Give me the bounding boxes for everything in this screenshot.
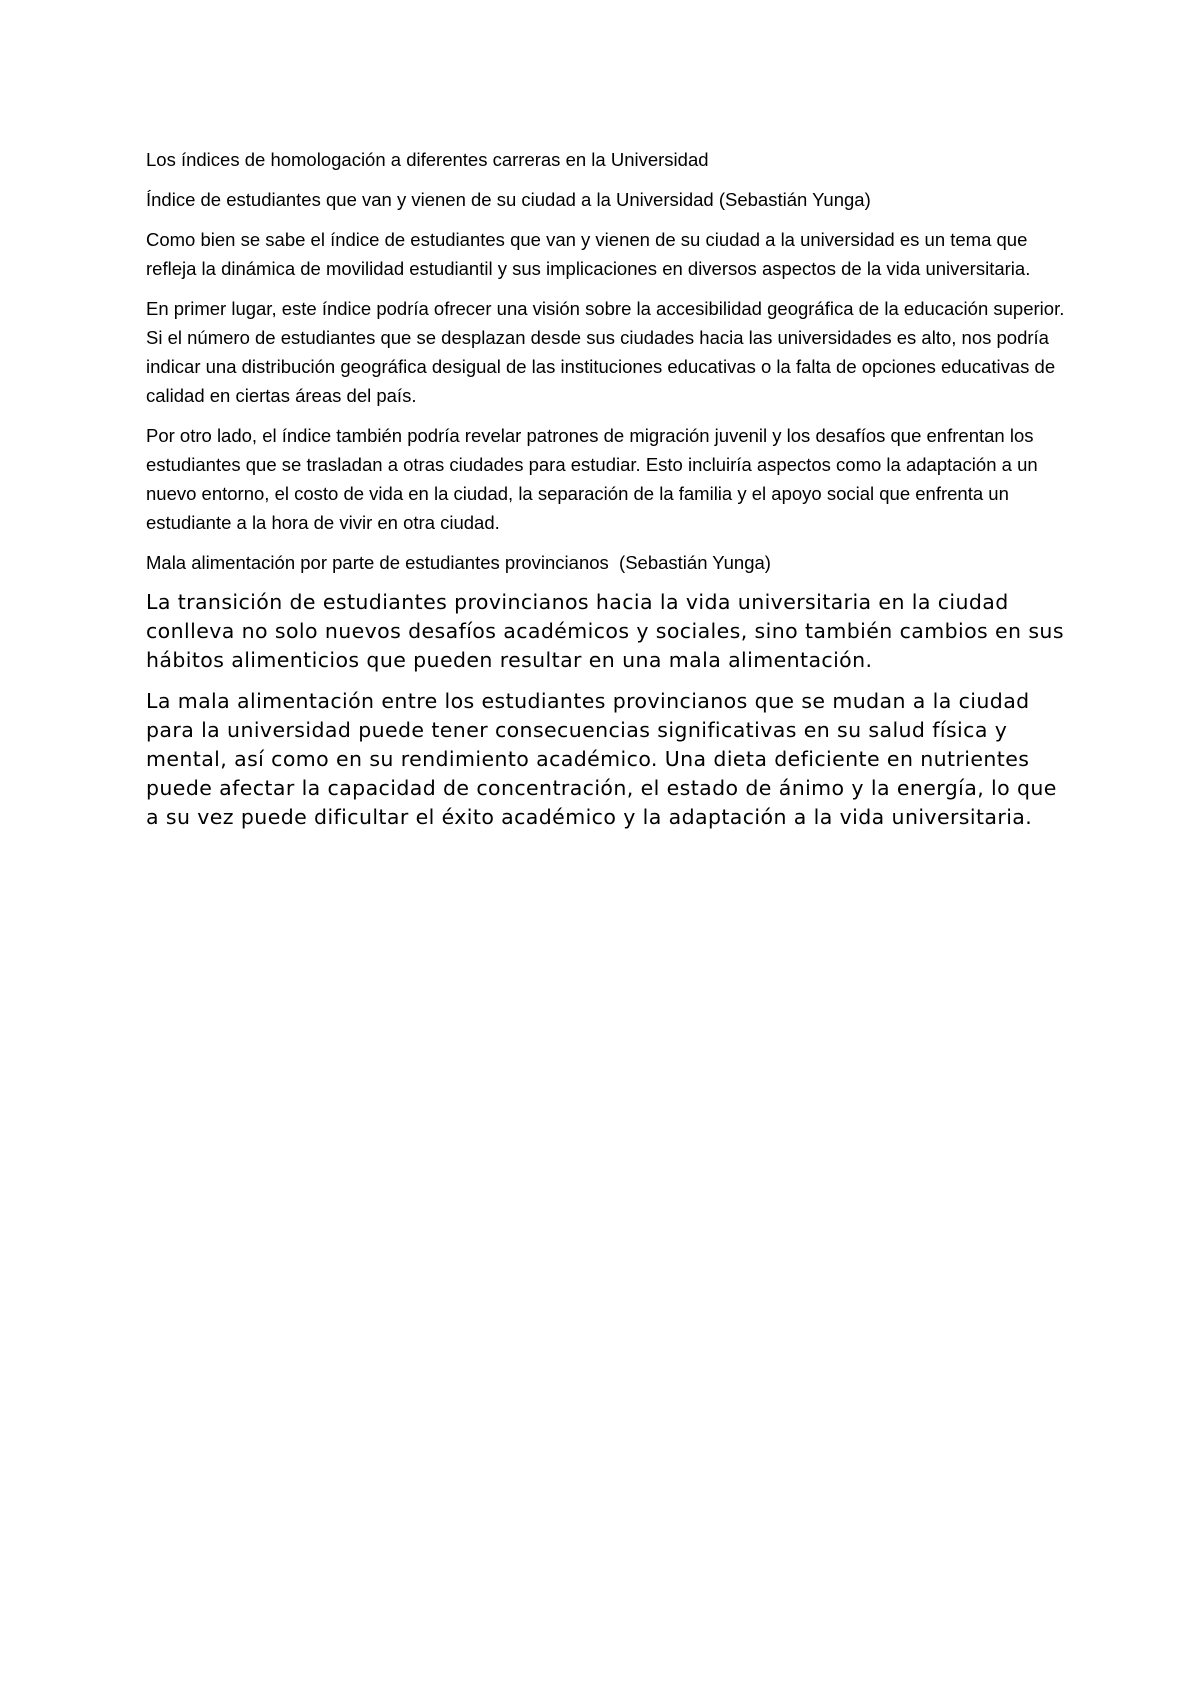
paragraph-commute-intro: Como bien se sabe el índice de estudiantes que van y vienen de su ciudad a la universidad es un tema que refleja la dinámica de movilidad estudiantil y sus implicaciones en diversos aspectos de la vida universitaria. xyxy=(146,229,1031,279)
paragraph-nutrition-transition: La transición de estudiantes provincianos hacia la vida universitaria en la ciudad conlleva no solo nuevos desafíos académicos y sociales, sino también cambios en sus hábitos alimenticios que pueden resultar en una mala alimentación. xyxy=(146,590,1064,672)
document-title: Los índices de homologación a diferentes carreras en la Universidad xyxy=(146,149,709,170)
section-heading-poor-nutrition: Mala alimentación por parte de estudiantes provincianos (Sebastián Yunga) xyxy=(146,552,771,573)
paragraph-commute-migration: Por otro lado, el índice también podría revelar patrones de migración juvenil y los desafíos que enfrentan los estudiantes que se trasladan a otras ciudades para estudiar. Esto incluiría aspectos como la adaptación a un nuevo entorno, el costo de vida en la ciudad, la separación de la familia y el apoyo social que enfrenta un estudiante a la hora de vivir en otra ciudad. xyxy=(146,425,1038,533)
section-heading-student-commute: Índice de estudiantes que van y vienen de su ciudad a la Universidad (Sebastián Yunga) xyxy=(146,189,871,210)
document-body xyxy=(146,145,1066,844)
paragraph-nutrition-consequences: La mala alimentación entre los estudiantes provincianos que se mudan a la ciudad para la universidad puede tener consecuencias significativas en su salud física y mental, así como en su rendimiento académico. Una dieta deficiente en nutrientes puede afectar la capacidad de concentración, el estado de ánimo y la energía, lo que a su vez puede dificultar el éxito académico y la adaptación a la vida universitaria. xyxy=(146,689,1057,829)
paragraph-commute-accessibility: En primer lugar, este índice podría ofrecer una visión sobre la accesibilidad geográfica de la educación superior. Si el número de estudiantes que se desplazan desde sus ciudades hacia las universidades es alto, nos podría indicar una distribución geográfica desigual de las instituciones educativas o la falta de opciones educativas de calidad en ciertas áreas del país. xyxy=(146,298,1065,406)
